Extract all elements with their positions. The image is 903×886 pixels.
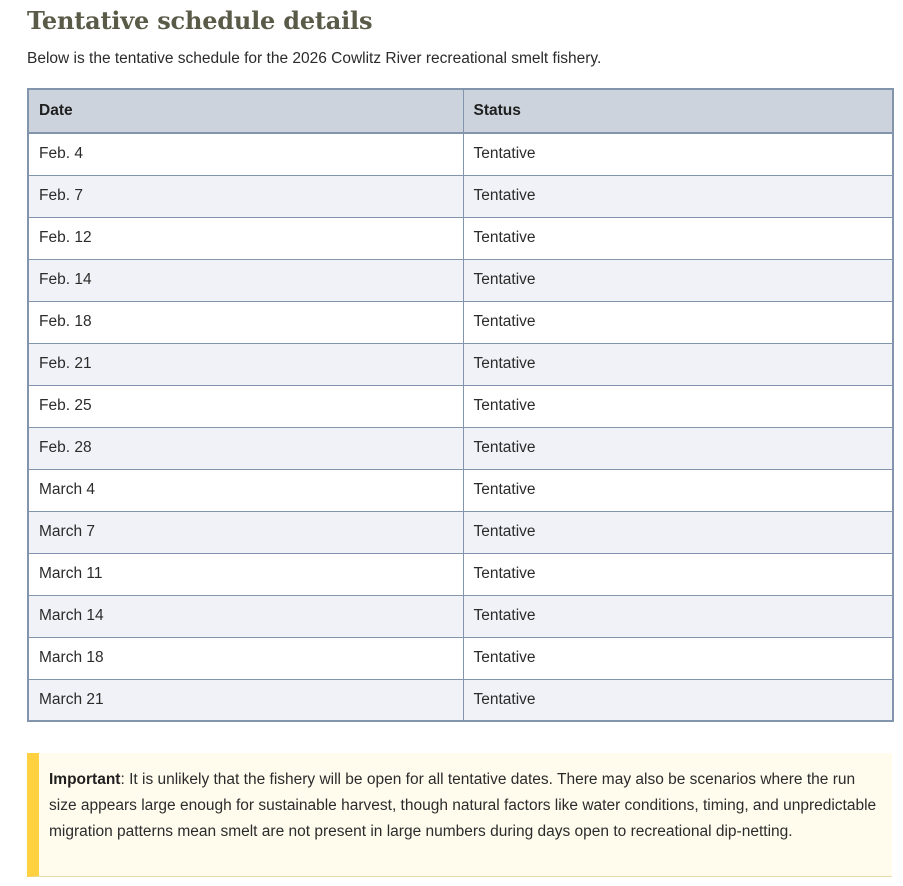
date-cell: Feb. 28 [28, 427, 463, 469]
table-row [28, 217, 893, 259]
table-row [28, 553, 893, 595]
date-cell: Feb. 12 [28, 217, 463, 259]
date-cell: March 7 [28, 511, 463, 553]
table-row [28, 469, 893, 511]
status-cell: Tentative [463, 595, 893, 637]
table-row [28, 259, 893, 301]
status-cell: Tentative [463, 259, 893, 301]
intro-paragraph: Below is the tentative schedule for the 2026 Cowlitz River recreational smelt fishery. [27, 50, 602, 67]
table-row [28, 175, 893, 217]
date-cell: March 21 [28, 679, 463, 721]
status-cell: Tentative [463, 679, 893, 721]
date-cell: March 4 [28, 469, 463, 511]
table-row [28, 595, 893, 637]
date-cell: Feb. 18 [28, 301, 463, 343]
table-header-row [28, 89, 893, 133]
section-heading: Tentative schedule details [27, 6, 373, 35]
table-row [28, 133, 893, 175]
status-cell: Tentative [463, 469, 893, 511]
callout-text: : It is unlikely that the fishery will be open for all tentative dates. There may also be scenarios where the run size appears large enough for sustainable harvest, though natural factors like water conditions, timing, and unpredictable migration patterns mean smelt are not present in large numbers during days open to recreational dip-netting. [49, 771, 877, 840]
status-cell: Tentative [463, 175, 893, 217]
date-cell: Feb. 25 [28, 385, 463, 427]
status-cell: Tentative [463, 427, 893, 469]
column-header-date: Date [28, 89, 463, 133]
date-cell: Feb. 21 [28, 343, 463, 385]
date-cell: Feb. 4 [28, 133, 463, 175]
table-row [28, 385, 893, 427]
status-cell: Tentative [463, 301, 893, 343]
column-header-status: Status [463, 89, 893, 133]
table-row [28, 637, 893, 679]
table-row [28, 679, 893, 721]
table-row [28, 427, 893, 469]
callout-label: Important [49, 771, 121, 788]
table-row [28, 343, 893, 385]
status-cell: Tentative [463, 553, 893, 595]
status-cell: Tentative [463, 511, 893, 553]
table-row [28, 511, 893, 553]
important-callout [27, 753, 892, 877]
date-cell: March 11 [28, 553, 463, 595]
schedule-table [27, 88, 894, 722]
table-row [28, 301, 893, 343]
date-cell: March 14 [28, 595, 463, 637]
status-cell: Tentative [463, 133, 893, 175]
status-cell: Tentative [463, 343, 893, 385]
status-cell: Tentative [463, 385, 893, 427]
status-cell: Tentative [463, 217, 893, 259]
status-cell: Tentative [463, 637, 893, 679]
date-cell: March 18 [28, 637, 463, 679]
date-cell: Feb. 7 [28, 175, 463, 217]
date-cell: Feb. 14 [28, 259, 463, 301]
